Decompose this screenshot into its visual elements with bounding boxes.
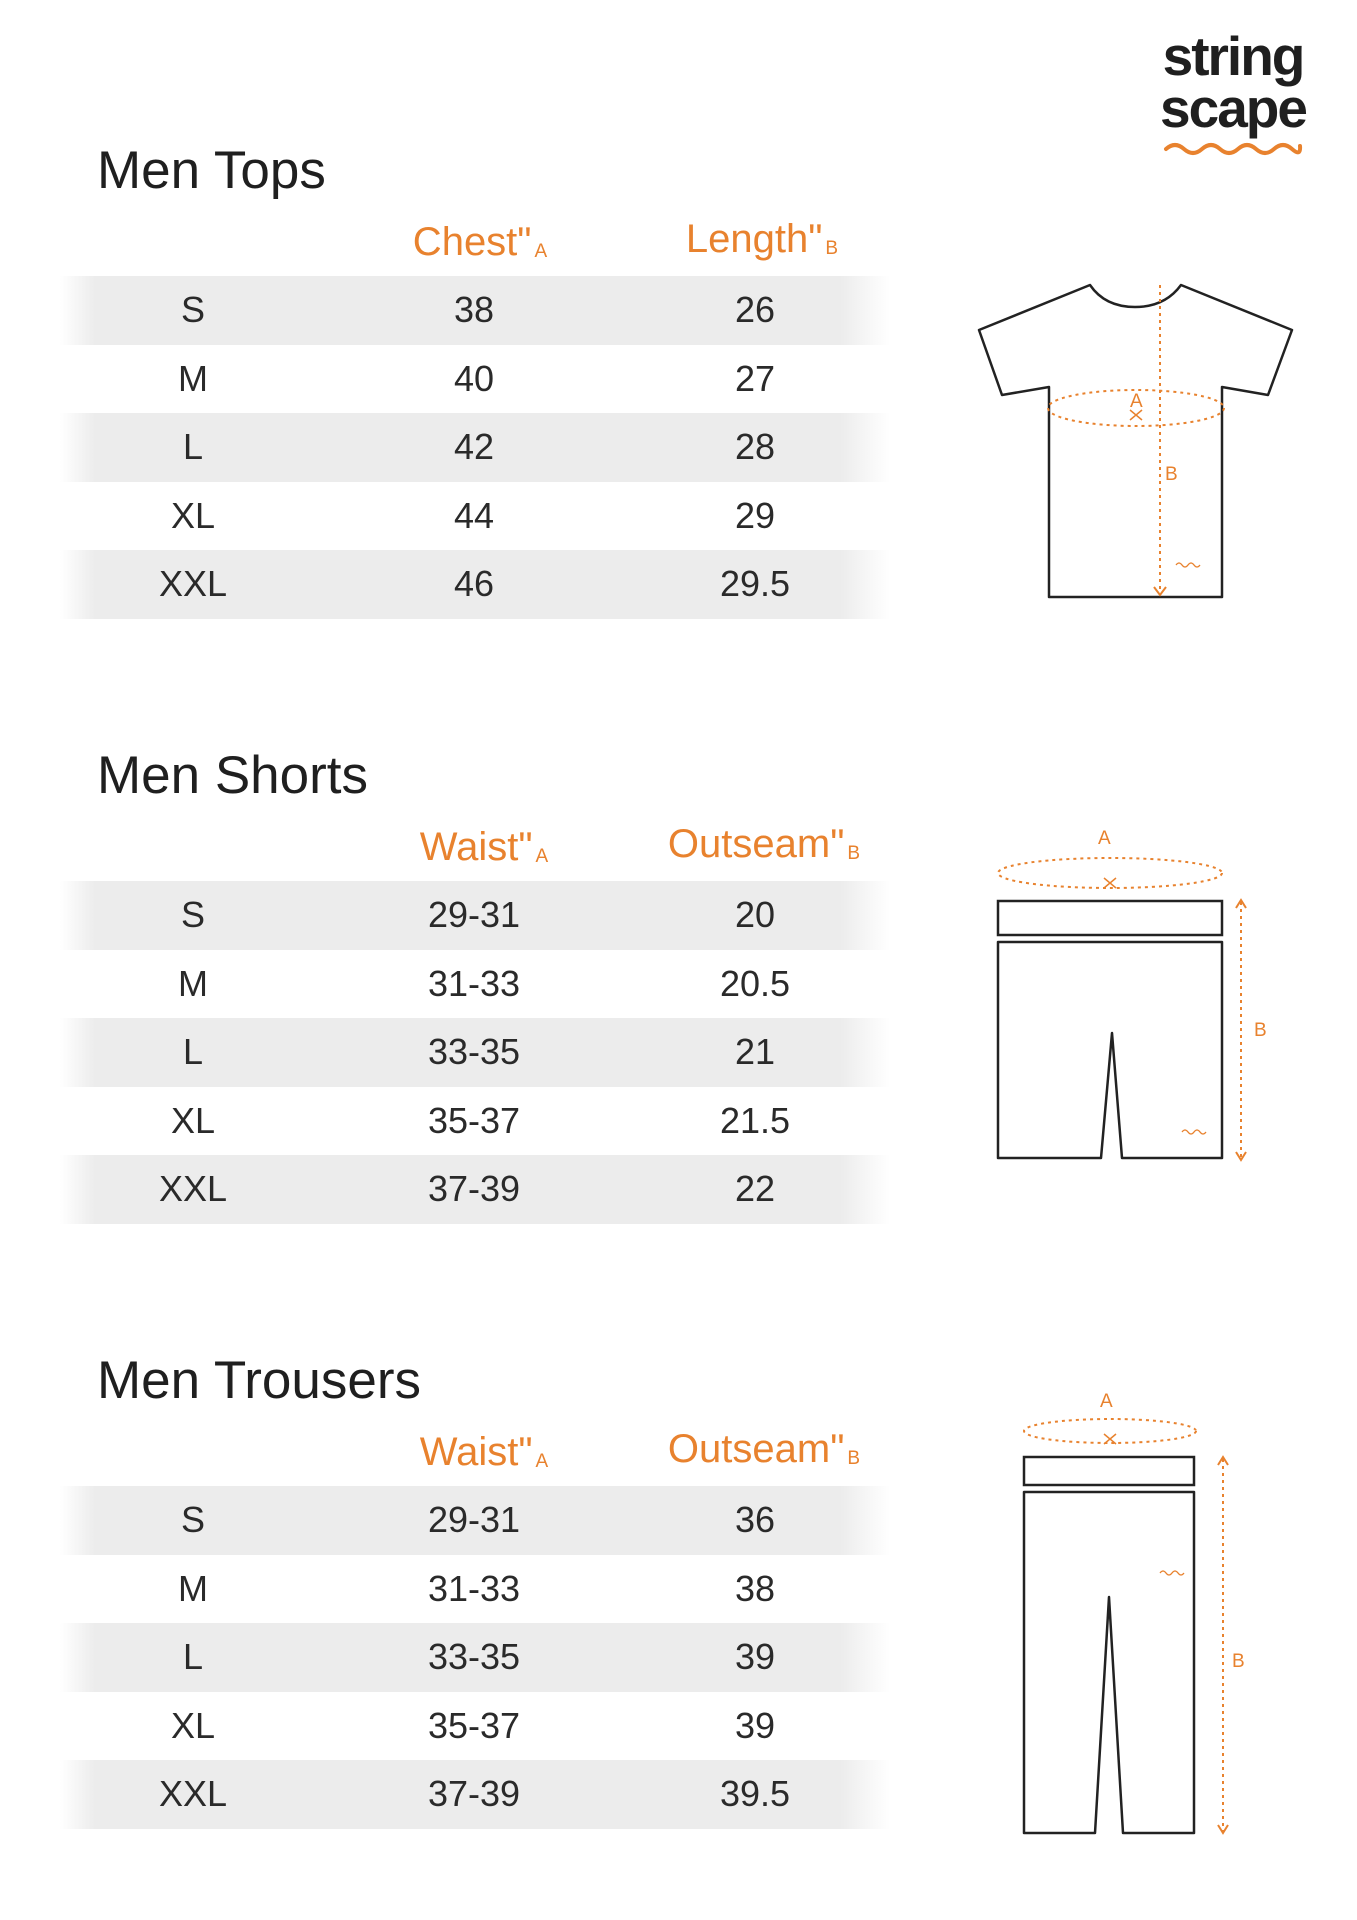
chest-cell: 38 <box>453 289 495 330</box>
table-row <box>60 413 890 482</box>
outseam-cell: 21.5 <box>719 1099 791 1141</box>
size-cell: M <box>178 357 208 399</box>
outseam-cell: 21 <box>734 1031 776 1072</box>
waist-cell: 37-39 <box>427 1773 521 1814</box>
column-header-outseam <box>668 822 860 867</box>
waist-cell: 31-33 <box>427 962 521 1004</box>
size-cell: XXL <box>158 563 228 604</box>
brand-logo-line1: string <box>1162 25 1304 87</box>
size-cell: XL <box>170 494 216 536</box>
measure-marker-b: B <box>1254 1020 1267 1041</box>
size-cell: S <box>180 289 206 330</box>
table-row <box>60 276 890 345</box>
size-cell: L <box>182 1636 204 1677</box>
waist-cell: 37-39 <box>427 1168 521 1209</box>
waist-cell: 35-37 <box>427 1704 521 1746</box>
length-cell: 29.5 <box>719 563 791 604</box>
measure-marker-a: A <box>1098 828 1111 849</box>
waist-cell: 31-33 <box>427 1567 521 1609</box>
measure-marker-a: A <box>1100 1391 1113 1412</box>
measure-marker-b: B <box>1232 1651 1245 1672</box>
column-header-length <box>686 217 838 262</box>
column-header-marker: B <box>847 843 861 864</box>
outseam-cell: 39.5 <box>719 1773 791 1814</box>
table-row <box>60 881 890 950</box>
table-row <box>60 1486 890 1555</box>
outseam-cell: 38 <box>734 1567 776 1609</box>
column-header-marker: A <box>535 1451 549 1472</box>
size-cell: XXL <box>158 1168 228 1209</box>
size-cell: XL <box>170 1704 216 1746</box>
table-row <box>60 550 890 619</box>
size-cell: L <box>182 1031 204 1072</box>
chest-cell: 40 <box>453 357 495 399</box>
column-header-marker: A <box>534 241 548 262</box>
section-title: Men Tops <box>97 141 326 200</box>
length-cell: 28 <box>734 426 776 467</box>
table-row <box>60 1018 890 1087</box>
outseam-cell: 20.5 <box>719 962 791 1004</box>
outseam-cell: 20 <box>734 894 776 935</box>
column-header-waist <box>420 825 548 870</box>
table-row <box>60 1087 890 1156</box>
column-header-outseam <box>668 1427 860 1472</box>
table-row <box>60 1155 890 1224</box>
size-cell: XL <box>170 1099 216 1141</box>
table-row <box>60 1692 890 1761</box>
outseam-cell: 39 <box>734 1636 776 1677</box>
section-title: Men Trousers <box>97 1351 422 1410</box>
table-row <box>60 950 890 1019</box>
size-cell: S <box>180 894 206 935</box>
waist-cell: 33-35 <box>427 1031 521 1072</box>
table-row <box>60 1555 890 1624</box>
column-header-marker: B <box>847 1448 861 1469</box>
column-header-label: Waist" <box>419 1430 533 1474</box>
column-header-label: Length" <box>685 217 823 261</box>
chest-cell: 42 <box>453 426 495 467</box>
size-cell: L <box>182 426 204 467</box>
size-cell: M <box>178 1567 208 1609</box>
size-cell: M <box>178 962 208 1004</box>
column-header-waist <box>420 1430 548 1475</box>
column-header-label: Outseam" <box>667 1427 845 1471</box>
waist-cell: 29-31 <box>427 1499 521 1540</box>
column-header-label: Waist" <box>419 825 533 869</box>
chest-cell: 46 <box>453 563 495 604</box>
chest-cell: 44 <box>453 494 495 536</box>
waist-cell: 29-31 <box>427 894 521 935</box>
outseam-cell: 39 <box>734 1704 776 1746</box>
measure-marker-b: B <box>1165 464 1178 485</box>
column-header-label: Chest" <box>412 220 532 264</box>
table-row <box>60 482 890 551</box>
length-cell: 29 <box>734 494 776 536</box>
size-table-shorts <box>60 881 890 1224</box>
table-row <box>60 345 890 414</box>
column-header-marker: A <box>535 846 549 867</box>
shorts-icon <box>980 820 1280 1170</box>
trousers-icon <box>1000 1385 1260 1845</box>
waist-cell: 33-35 <box>427 1636 521 1677</box>
table-row <box>60 1760 890 1829</box>
brand-logo <box>1138 25 1328 158</box>
length-cell: 27 <box>734 357 776 399</box>
table-row <box>60 1623 890 1692</box>
size-table-tops <box>60 276 890 619</box>
measure-marker-a: A <box>1130 391 1143 412</box>
section-title: Men Shorts <box>97 746 369 805</box>
column-header-marker: B <box>825 238 839 259</box>
column-header-label: Outseam" <box>667 822 845 866</box>
size-table-trousers <box>60 1486 890 1829</box>
column-header-chest <box>413 220 547 265</box>
outseam-cell: 22 <box>734 1168 776 1209</box>
size-cell: S <box>180 1499 206 1540</box>
outseam-cell: 36 <box>734 1499 776 1540</box>
tshirt-icon <box>970 275 1300 615</box>
size-cell: XXL <box>158 1773 228 1814</box>
length-cell: 26 <box>734 289 776 330</box>
brand-logo-line2: scape <box>1160 77 1306 139</box>
waist-cell: 35-37 <box>427 1099 521 1141</box>
